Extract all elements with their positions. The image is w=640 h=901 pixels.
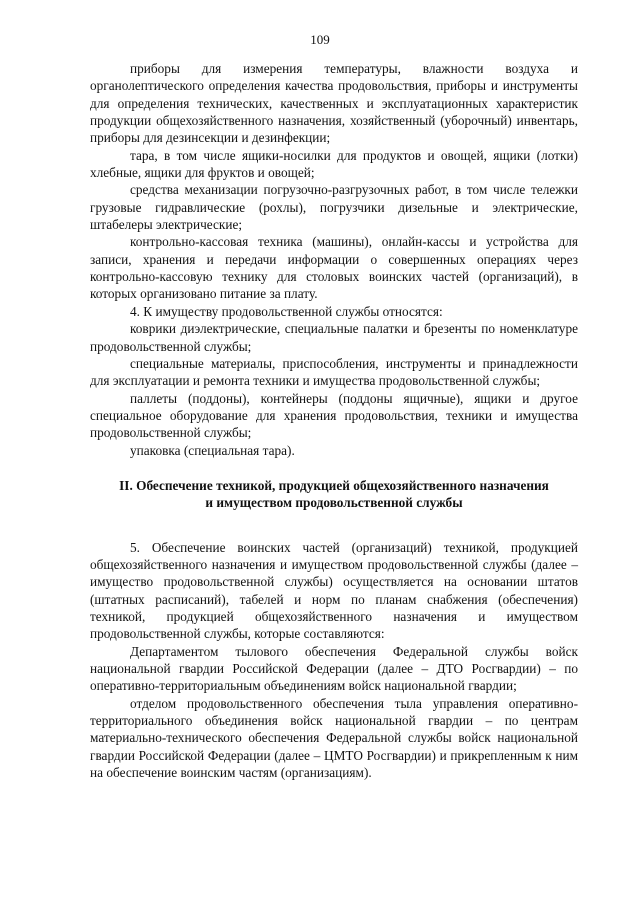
paragraph: средства механизации погрузочно-разгрузочных работ, в том числе тележки грузовые гидравлические (рохлы), погрузчики дизельные и электрические, штабелеры электрические; [90,182,578,233]
paragraph: упаковка (специальная тара). [130,442,295,458]
section-heading-line-2: и имуществом продовольственной службы [205,495,463,511]
paragraph: контрольно-кассовая техника (машины), онлайн-кассы и устройства для записи, хранения и передачи информации о совершенных операциях через контрольно-кассовую технику для столовых воинских частей (организаций), в которых организовано питание за плату. [90,234,578,302]
section-heading-line-1: II. Обеспечение техникой, продукцией общехозяйственного назначения [119,477,549,493]
paragraph: тара, в том числе ящики-носилки для продуктов и овощей, ящики (лотки) хлебные, ящики для фруктов и овощей; [90,147,578,181]
paragraph: специальные материалы, приспособления, инструменты и принадлежности для эксплуатации и ремонта техники и имущества продовольственной службы; [90,355,578,389]
paragraph: паллеты (поддоны), контейнеры (поддоны ящичные), ящики и другое специальное оборудование для хранения продовольствия, техники и имущества продовольственной службы; [90,390,578,441]
paragraph: приборы для измерения температуры, влажности воздуха и органолептического определения качества продовольствия, приборы и инструменты для определения технических, качественных и эксплуатационных характеристик продукции общехозяйственного назначения, хозяйственный (уборочный) инвентарь, приборы для дезинсекции и дезинфекции; [90,61,578,146]
paragraph: отделом продовольственного обеспечения тыла управления оперативно-территориального объединения войск национальной гвардии – по центрам материально-технического обеспечения Федеральной службы войск национальной гвардии Российской Федерации (далее – ЦМТО Росгвардии) и прикрепленным к ним на обеспечение воинским частям (организациям). [90,695,578,781]
spacer [90,512,578,539]
paragraph: Департаментом тылового обеспечения Федеральной службы войск национальной гвардии Российской Федерации (далее – ДТО Росгвардии) – по оперативно-территориальным объединениям войск национальной гвардии; [90,643,578,694]
page-number: 109 [310,32,330,47]
document-body [90,60,578,781]
paragraph: 4. К имуществу продовольственной службы относятся: [130,303,443,319]
paragraph: 5. Обеспечение воинских частей (организаций) техникой, продукцией общехозяйственного назначения и имуществом продовольственной службы (далее – имущество продовольственной службы) осуществляется на основании штатов (штатных расписаний), табелей и норм по планам снабжения (обеспечения) техникой, продукцией общехозяйственного назначения и имуществом продовольственной службы, которые составляются: [90,539,578,642]
spacer [90,459,578,477]
paragraph: коврики диэлектрические, специальные палатки и брезенты по номенклатуре продовольственной службы; [90,321,578,354]
